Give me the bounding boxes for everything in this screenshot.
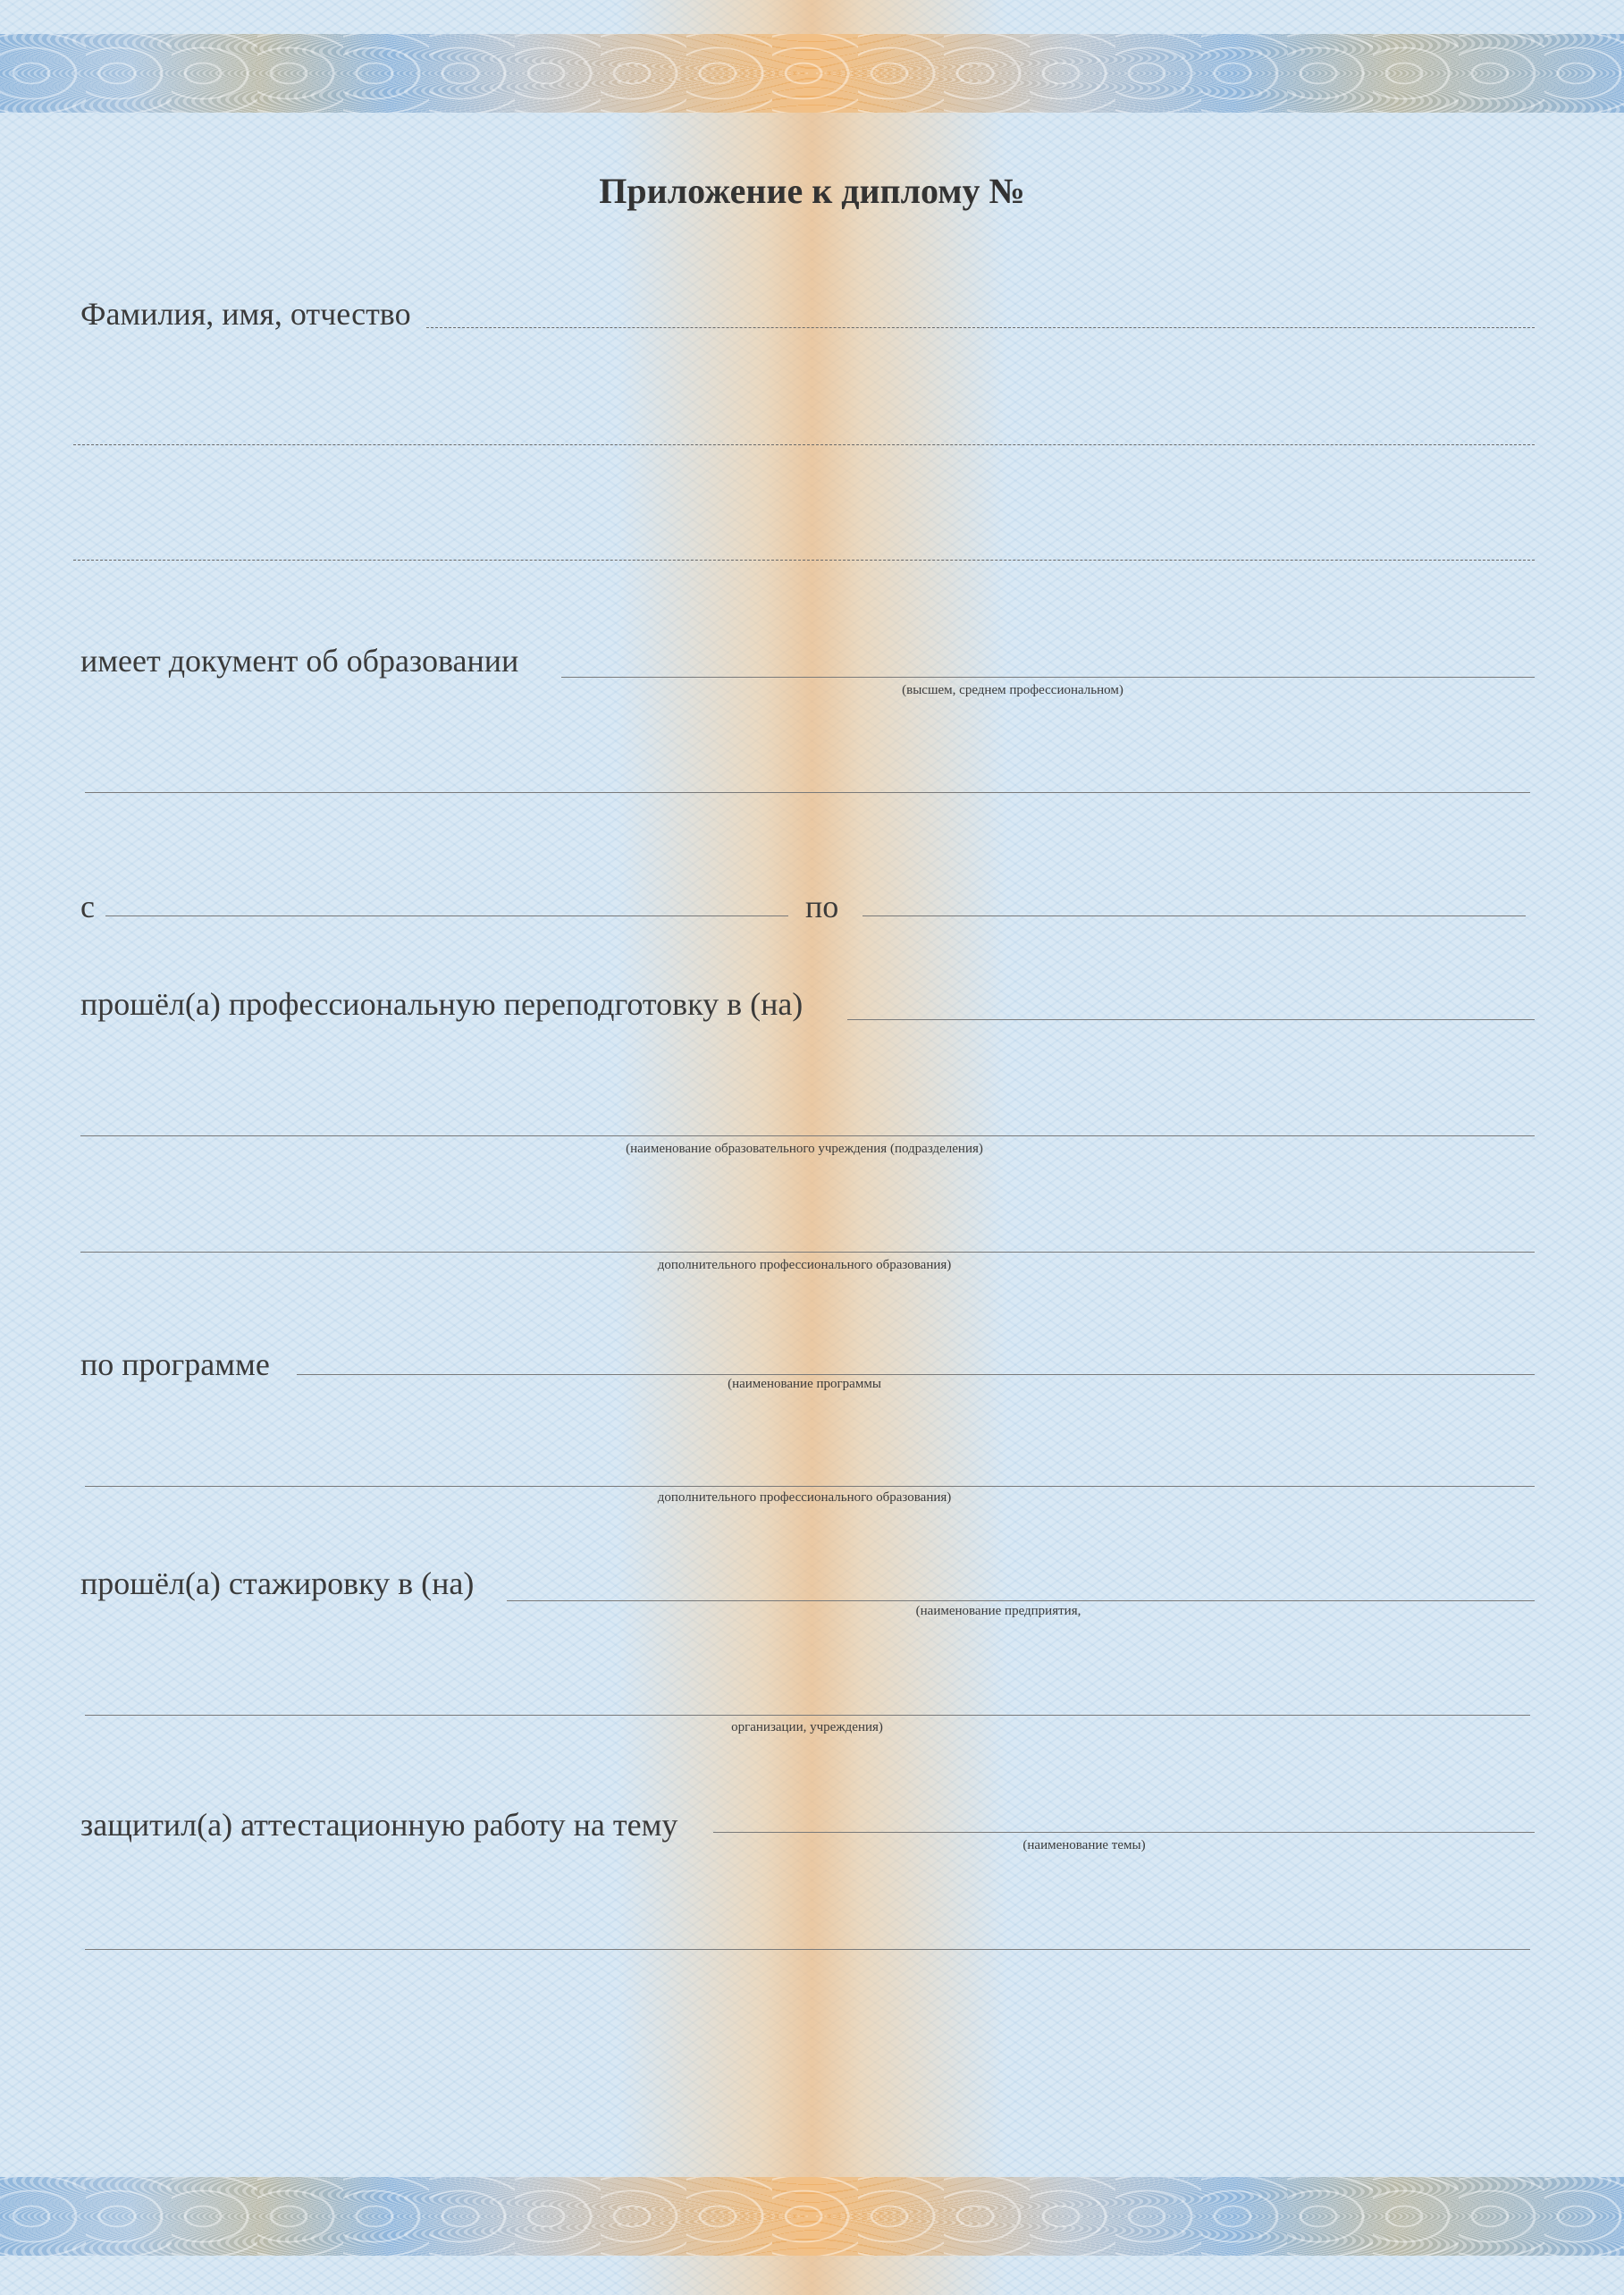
guilloche-border-top xyxy=(0,34,1624,113)
full-name-line-2[interactable] xyxy=(73,444,1535,445)
from-label: с xyxy=(80,889,95,924)
thesis-label: защитил(а) аттестационную работу на тему xyxy=(80,1807,678,1843)
program-line-2[interactable] xyxy=(85,1486,1535,1487)
retraining-line-3[interactable] xyxy=(80,1252,1535,1253)
guilloche-border-bottom xyxy=(0,2177,1624,2256)
thesis-line-1[interactable] xyxy=(713,1832,1535,1833)
from-date-line[interactable] xyxy=(105,915,788,916)
retraining-label: прошёл(а) профессиональную переподготовку в (на) xyxy=(80,986,804,1022)
education-line-2[interactable] xyxy=(85,792,1530,793)
retraining-hint-1: (наименование образовательного учреждения (подразделения) xyxy=(626,1142,983,1156)
thesis-hint: (наименование темы) xyxy=(1022,1838,1146,1852)
education-hint: (высшем, среднем профессиональном) xyxy=(902,683,1123,697)
internship-hint-2: организации, учреждения) xyxy=(731,1720,883,1734)
retraining-hint-2: дополнительного профессионального образования) xyxy=(657,1258,952,1272)
education-label: имеет документ об образовании xyxy=(80,643,519,679)
page-title: Приложение к диплому № xyxy=(599,171,1025,211)
retraining-line-2[interactable] xyxy=(80,1135,1535,1136)
program-hint-2: дополнительного профессионального образования) xyxy=(657,1490,952,1505)
full-name-line-1[interactable] xyxy=(426,327,1535,328)
internship-line-2[interactable] xyxy=(85,1715,1530,1716)
internship-hint-1: (наименование предприятия, xyxy=(915,1604,1081,1618)
education-line-1[interactable] xyxy=(561,677,1535,678)
full-name-line-3[interactable] xyxy=(73,560,1535,561)
program-hint-1: (наименование программы xyxy=(728,1377,881,1391)
retraining-line-1[interactable] xyxy=(847,1019,1535,1020)
thesis-line-2[interactable] xyxy=(85,1949,1530,1950)
full-name-label: Фамилия, имя, отчество xyxy=(80,296,411,332)
internship-label: прошёл(а) стажировку в (на) xyxy=(80,1565,475,1601)
to-label: по xyxy=(805,889,839,924)
to-date-line[interactable] xyxy=(862,915,1526,916)
program-label: по программе xyxy=(80,1346,270,1382)
program-line-1[interactable] xyxy=(297,1374,1535,1375)
internship-line-1[interactable] xyxy=(507,1600,1535,1601)
